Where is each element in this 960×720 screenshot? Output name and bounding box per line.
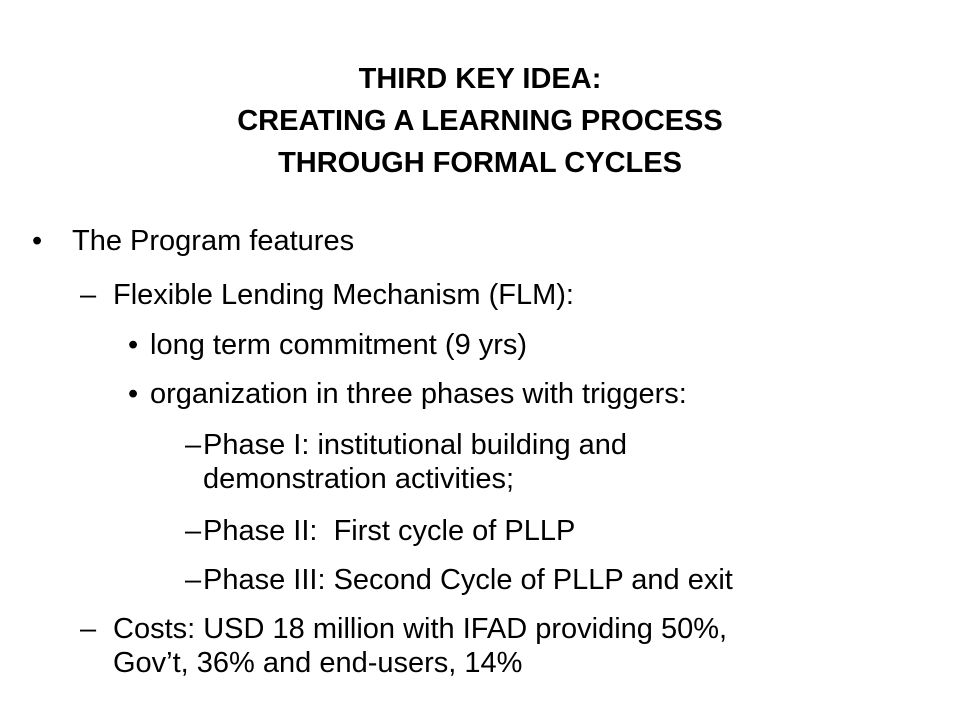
slide-title xyxy=(0,58,960,184)
bullet-long-term-commitment: long term commitment (9 yrs) xyxy=(150,329,528,361)
bullet-phase-1-line-2: demonstration activities; xyxy=(203,463,515,495)
title-line-1: THIRD KEY IDEA: xyxy=(358,63,602,95)
bullet-phase-1-line-1: Phase I: institutional building and xyxy=(203,429,628,461)
bullet-marker: • xyxy=(128,378,139,410)
dash-marker: – xyxy=(80,613,97,645)
bullet-phase-2: Phase II: First cycle of PLLP xyxy=(203,515,576,547)
bullet-flm: Flexible Lending Mechanism (FLM): xyxy=(113,279,574,311)
dash-marker: – xyxy=(80,279,97,311)
dash-marker: – xyxy=(185,515,202,547)
title-line-3: THROUGH FORMAL CYCLES xyxy=(278,147,682,179)
bullet-organization-phases: organization in three phases with triggers: xyxy=(150,378,687,410)
bullet-marker: • xyxy=(32,225,43,257)
bullet-phase-3: Phase III: Second Cycle of PLLP and exit xyxy=(203,564,733,596)
bullet-program-features: The Program features xyxy=(72,225,355,257)
dash-marker: – xyxy=(185,429,202,461)
bullet-marker: • xyxy=(128,329,139,361)
bullet-costs-line-2: Gov’t, 36% and end-users, 14% xyxy=(113,647,523,679)
dash-marker: – xyxy=(185,564,202,596)
title-line-2: CREATING A LEARNING PROCESS xyxy=(237,105,723,137)
bullet-costs-line-1: Costs: USD 18 million with IFAD providing 50%, xyxy=(113,613,728,645)
